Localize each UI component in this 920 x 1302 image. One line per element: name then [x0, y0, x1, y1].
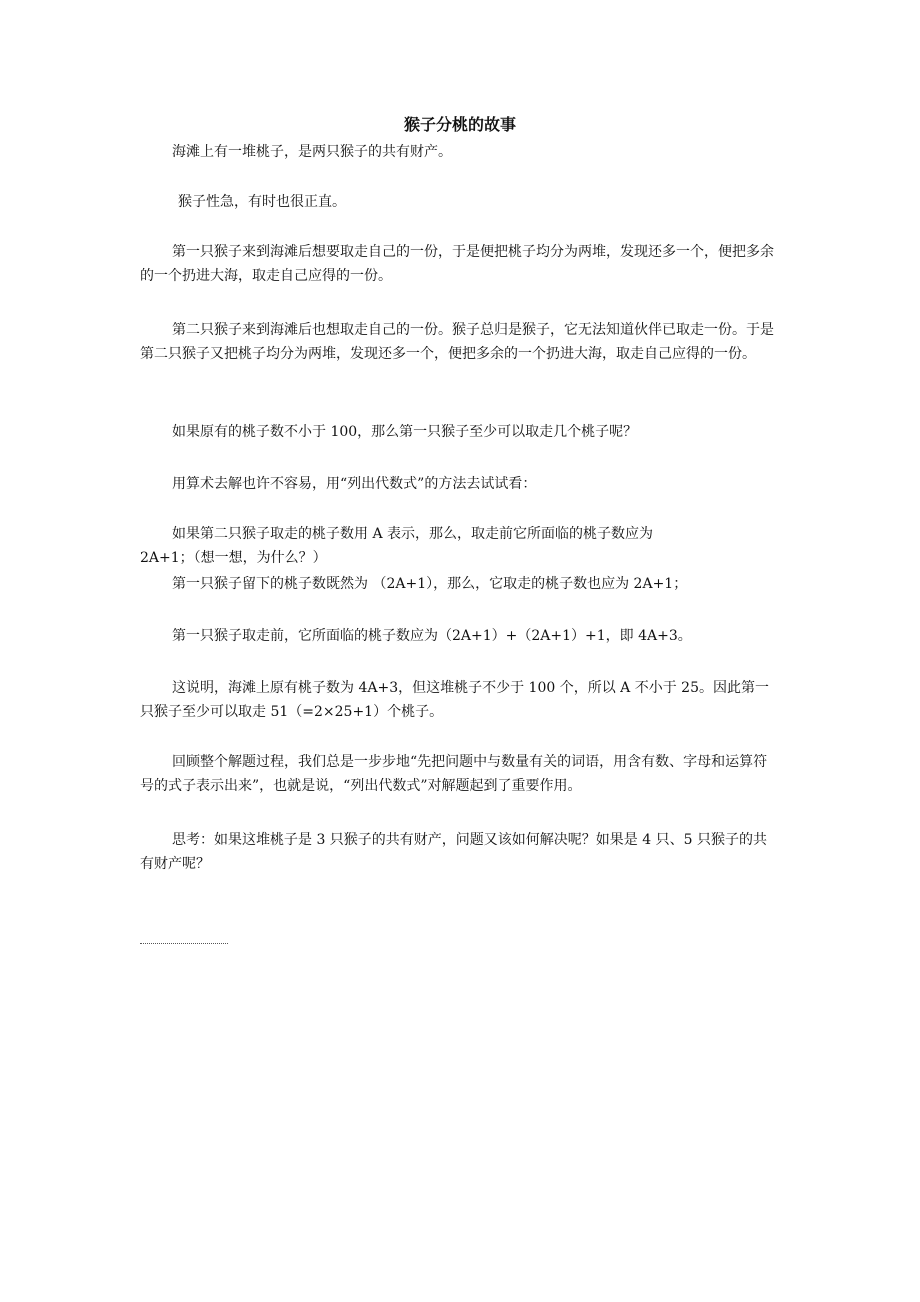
paragraph-5: 如果原有的桃子数不小于 100，那么第一只猴子至少可以取走几个桃子呢？: [172, 424, 638, 440]
paragraph-11: 回顾整个解题过程，我们总是一步步地“先把问题中与数量有关的词语，用含有数、字母和运算符号的式子表示出来”，也就是说，“列出代数式”对解题起到了重要作用。: [140, 754, 768, 794]
paragraph-8: 第一只猴子留下的桃子数既然为 （2A+1），那么，它取走的桃子数也应为 2A+1；: [172, 576, 688, 592]
paragraph-3: 第一只猴子来到海滩后想要取走自己的一份，于是便把桃子均分为两堆，发现还多一个，便把多余的一个扔进大海，取走自己应得的一份。: [140, 244, 774, 284]
footnote-separator: [140, 943, 228, 944]
paragraph-7-line-1: 如果第二只猴子取走的桃子数用 A 表示，那么，取走前它所面临的桃子数应为: [172, 526, 654, 542]
paragraph-2: 猴子性急，有时也很正直。: [178, 194, 346, 210]
paragraph-9: 第一只猴子取走前，它所面临的桃子数应为（2A+1）+（2A+1）+1，即 4A+3。: [172, 628, 692, 644]
paragraph-4: 第二只猴子来到海滩后也想取走自己的一份。猴子总归是猴子，它无法知道伙伴已取走一份。于是第二只猴子又把桃子均分为两堆，发现还多一个，便把多余的一个扔进大海，取走自己应得的一份。: [140, 322, 774, 362]
paragraph-10: 这说明，海滩上原有桃子数为 4A+3，但这堆桃子不少于 100 个，所以 A 不小于 25。因此第一只猴子至少可以取走 51（=2×25+1）个桃子。: [140, 680, 770, 720]
paragraph-1: 海滩上有一堆桃子，是两只猴子的共有财产。: [172, 144, 452, 160]
paragraph-12: 思考：如果这堆桃子是 3 只猴子的共有财产，问题又该如何解决呢？如果是 4 只、5 只猴子的共有财产呢？: [140, 832, 767, 872]
paragraph-7-line-2: 2A+1；（想一想，为什么？）: [140, 550, 327, 566]
document-title: 猴子分桃的故事: [403, 115, 516, 134]
paragraph-6: 用算术去解也许不容易，用“列出代数式”的方法去试试看：: [172, 476, 537, 492]
